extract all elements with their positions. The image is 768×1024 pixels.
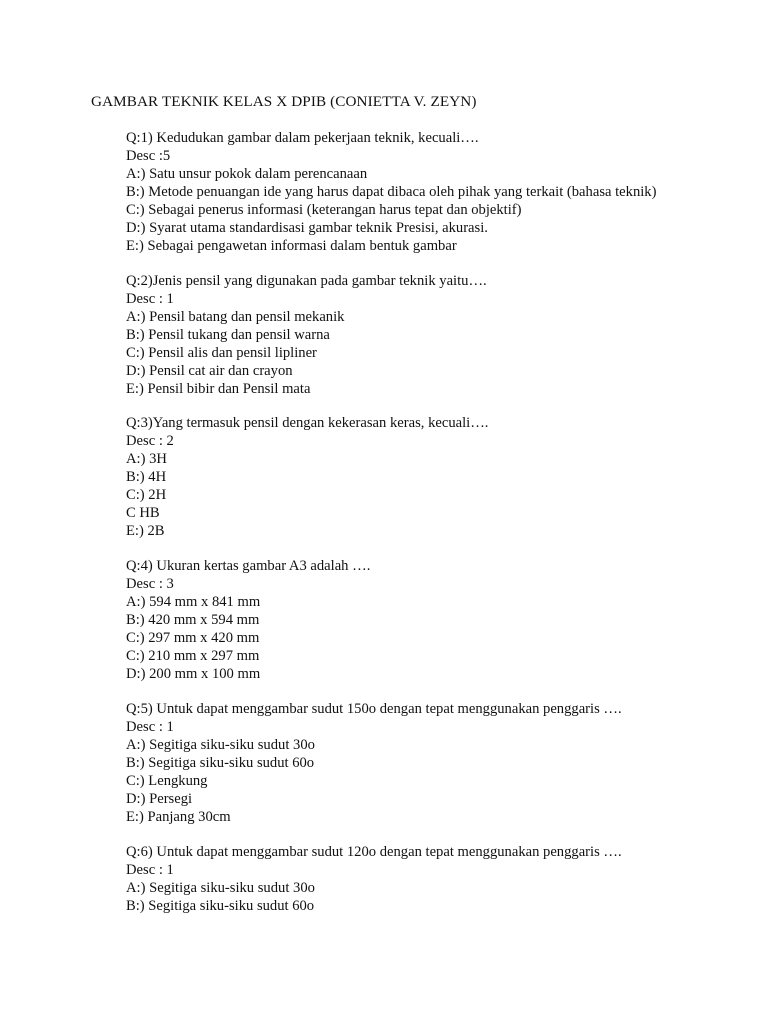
- answer-option-d: D:) Persegi: [126, 791, 193, 807]
- answer-option-c: C:) Sebagai penerus informasi (keterangan harus tepat dan objektif): [126, 202, 522, 218]
- question-block-1: [126, 129, 766, 255]
- question-desc: Desc : 1: [126, 719, 174, 735]
- question-desc: Desc : 3: [126, 576, 174, 592]
- answer-option-c: C:) 297 mm x 420 mm: [126, 630, 260, 646]
- question-text: Q:6) Untuk dapat menggambar sudut 120o dengan tepat menggunakan penggaris ….: [126, 844, 622, 860]
- answer-option-a: A:) Segitiga siku-siku sudut 30o: [126, 737, 315, 753]
- answer-option-a: A:) Pensil batang dan pensil mekanik: [126, 309, 345, 325]
- answer-option-e: E:) Sebagai pengawetan informasi dalam bentuk gambar: [126, 238, 457, 254]
- question-block-3: [126, 414, 766, 540]
- answer-option-b: B:) Pensil tukang dan pensil warna: [126, 327, 330, 343]
- question-text: Q:5) Untuk dapat menggambar sudut 150o dengan tepat menggunakan penggaris ….: [126, 701, 622, 717]
- question-block-2: [126, 272, 766, 398]
- question-text: Q:1) Kedudukan gambar dalam pekerjaan teknik, kecuali….: [126, 130, 479, 146]
- answer-option-e: E:) Pensil bibir dan Pensil mata: [126, 381, 311, 397]
- answer-option-c: C:) Pensil alis dan pensil lipliner: [126, 345, 317, 361]
- answer-option-d: C HB: [126, 505, 160, 521]
- answer-option-b: B:) Segitiga siku-siku sudut 60o: [126, 755, 315, 771]
- answer-option-b: B:) 4H: [126, 469, 167, 485]
- answer-option-c: C:) 2H: [126, 487, 167, 503]
- question-desc: Desc : 1: [126, 862, 174, 878]
- question-desc: Desc :5: [126, 148, 171, 164]
- answer-option-a: A:) Segitiga siku-siku sudut 30o: [126, 880, 315, 896]
- question-desc: Desc : 1: [126, 291, 174, 307]
- answer-option-d: C:) 210 mm x 297 mm: [126, 648, 260, 664]
- question-text: Q:4) Ukuran kertas gambar A3 adalah ….: [126, 558, 371, 574]
- answer-option-c: C:) Lengkung: [126, 773, 208, 789]
- answer-option-e: E:) Panjang 30cm: [126, 809, 231, 825]
- answer-option-b: B:) Metode penuangan ide yang harus dapat dibaca oleh pihak yang terkait (bahasa teknik): [126, 184, 657, 200]
- answer-option-d: D:) Pensil cat air dan crayon: [126, 363, 293, 379]
- question-block-5: [126, 700, 766, 826]
- answer-option-a: A:) 594 mm x 841 mm: [126, 594, 261, 610]
- answer-option-e: D:) 200 mm x 100 mm: [126, 666, 261, 682]
- answer-option-b: B:) Segitiga siku-siku sudut 60o: [126, 898, 315, 914]
- question-text: Q:3)Yang termasuk pensil dengan kekerasan keras, kecuali….: [126, 415, 489, 431]
- answer-option-a: A:) 3H: [126, 451, 167, 467]
- document-title: GAMBAR TEKNIK KELAS X DPIB (CONIETTA V. ZEYN): [91, 93, 477, 110]
- answer-option-b: B:) 420 mm x 594 mm: [126, 612, 260, 628]
- answer-option-a: A:) Satu unsur pokok dalam perencanaan: [126, 166, 368, 182]
- question-block-4: [126, 557, 766, 683]
- question-block-6: [126, 843, 766, 915]
- answer-option-d: D:) Syarat utama standardisasi gambar teknik Presisi, akurasi.: [126, 220, 488, 236]
- answer-option-e: E:) 2B: [126, 523, 165, 539]
- question-text: Q:2)Jenis pensil yang digunakan pada gambar teknik yaitu….: [126, 273, 487, 289]
- question-desc: Desc : 2: [126, 433, 174, 449]
